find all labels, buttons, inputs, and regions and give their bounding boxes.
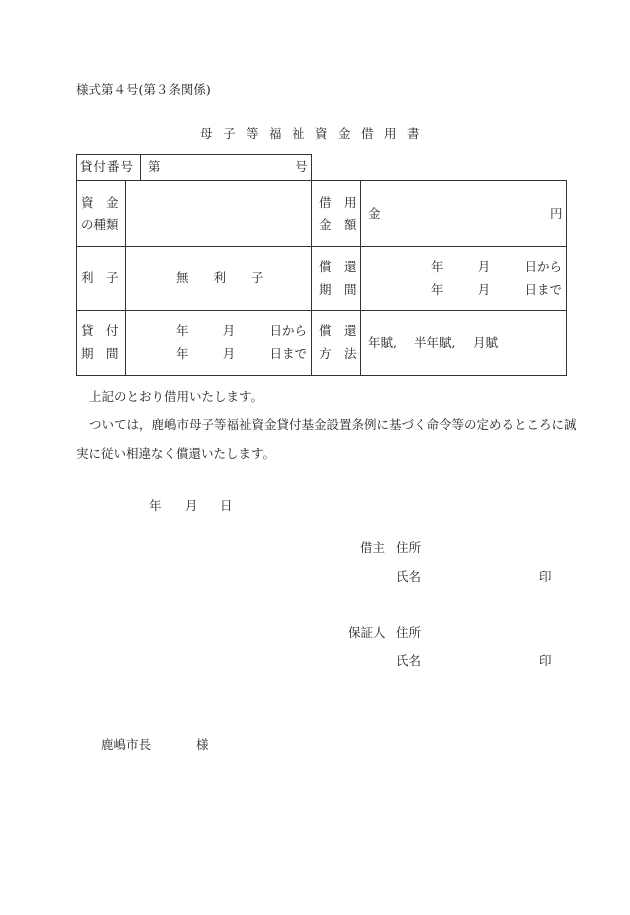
addressee-honorific: 様 bbox=[196, 737, 209, 752]
table-border bbox=[76, 246, 567, 247]
fund-type-label: の種類 bbox=[81, 217, 119, 232]
body-paragraph: ついては，鹿嶋市母子等福祉資金貸付基金設置条例に基づく命令等の定めるところに誠 bbox=[89, 417, 577, 432]
table-border bbox=[76, 154, 312, 155]
repayment-method-label: 償 還 bbox=[319, 323, 357, 338]
loan-number-suffix: 号 bbox=[295, 159, 308, 174]
loan-amount-label: 金 額 bbox=[319, 217, 357, 232]
year-label: 年 bbox=[431, 259, 444, 274]
body-paragraph: 上記のとおり借用いたします。 bbox=[89, 389, 264, 404]
loan-period-start bbox=[176, 325, 307, 338]
borrower-address-label: 住所 bbox=[396, 540, 422, 555]
from-day-label: 日から bbox=[524, 259, 562, 274]
loan-number-prefix: 第 bbox=[148, 159, 161, 174]
table-border bbox=[311, 154, 312, 376]
loan-number-label: 貸付番号 bbox=[80, 159, 135, 174]
loan-period-end bbox=[176, 348, 307, 361]
month-label: 月 bbox=[477, 259, 491, 274]
date-day: 日 bbox=[220, 498, 233, 513]
guarantor-address-label: 住所 bbox=[396, 625, 422, 640]
loan-period-label: 貸 付 bbox=[81, 323, 119, 338]
form-number: 様式第４号(第３条関係) bbox=[76, 82, 211, 97]
repayment-period-label: 期 間 bbox=[319, 282, 357, 297]
date-year: 年 bbox=[149, 498, 162, 513]
fund-type-label: 資 金 bbox=[81, 195, 119, 210]
month-label: 月 bbox=[222, 346, 236, 361]
interest-label: 利 子 bbox=[81, 270, 119, 285]
repayment-method-label: 方 法 bbox=[319, 346, 357, 361]
until-day-label: 日まで bbox=[269, 346, 307, 361]
table-border bbox=[76, 375, 567, 376]
borrower-seal: 印 bbox=[539, 569, 552, 584]
interest-value: 無 利 子 bbox=[176, 270, 264, 285]
from-day-label: 日から bbox=[269, 323, 307, 338]
month-label: 月 bbox=[222, 323, 236, 338]
repayment-period-start bbox=[431, 261, 562, 274]
guarantor-name-label: 氏名 bbox=[396, 653, 422, 668]
table-border bbox=[76, 310, 567, 311]
year-label: 年 bbox=[176, 346, 189, 361]
body-paragraph: 実に従い相違なく償還いたします。 bbox=[76, 446, 276, 461]
loan-amount-label: 借 用 bbox=[319, 195, 357, 210]
year-label: 年 bbox=[176, 323, 189, 338]
amount-prefix: 金 bbox=[368, 206, 381, 221]
borrower-role: 借主 bbox=[360, 540, 386, 555]
method-annual: 年賦, bbox=[368, 335, 397, 350]
guarantor-role: 保証人 bbox=[348, 625, 386, 640]
guarantor-seal: 印 bbox=[539, 653, 552, 668]
repayment-period-label: 償 還 bbox=[319, 259, 357, 274]
method-semiannual: 半年賦, bbox=[414, 335, 456, 350]
loan-period-label: 期 間 bbox=[81, 346, 119, 361]
amount-unit: 円 bbox=[550, 206, 563, 221]
table-border bbox=[76, 154, 77, 376]
month-label: 月 bbox=[477, 282, 491, 297]
year-label: 年 bbox=[431, 282, 444, 297]
borrower-name-label: 氏名 bbox=[396, 569, 422, 584]
until-day-label: 日まで bbox=[524, 282, 562, 297]
date-month: 月 bbox=[185, 498, 198, 513]
table-border bbox=[566, 180, 567, 376]
table-border bbox=[76, 180, 567, 181]
method-monthly: 月賦 bbox=[473, 335, 499, 350]
document-title: 母子等福祉資金借用書 bbox=[200, 126, 431, 141]
table-border bbox=[360, 180, 361, 376]
repayment-period-end bbox=[431, 284, 562, 297]
table-border bbox=[125, 180, 126, 376]
addressee-name: 鹿嶋市長 bbox=[101, 737, 152, 752]
table-border bbox=[140, 154, 141, 181]
